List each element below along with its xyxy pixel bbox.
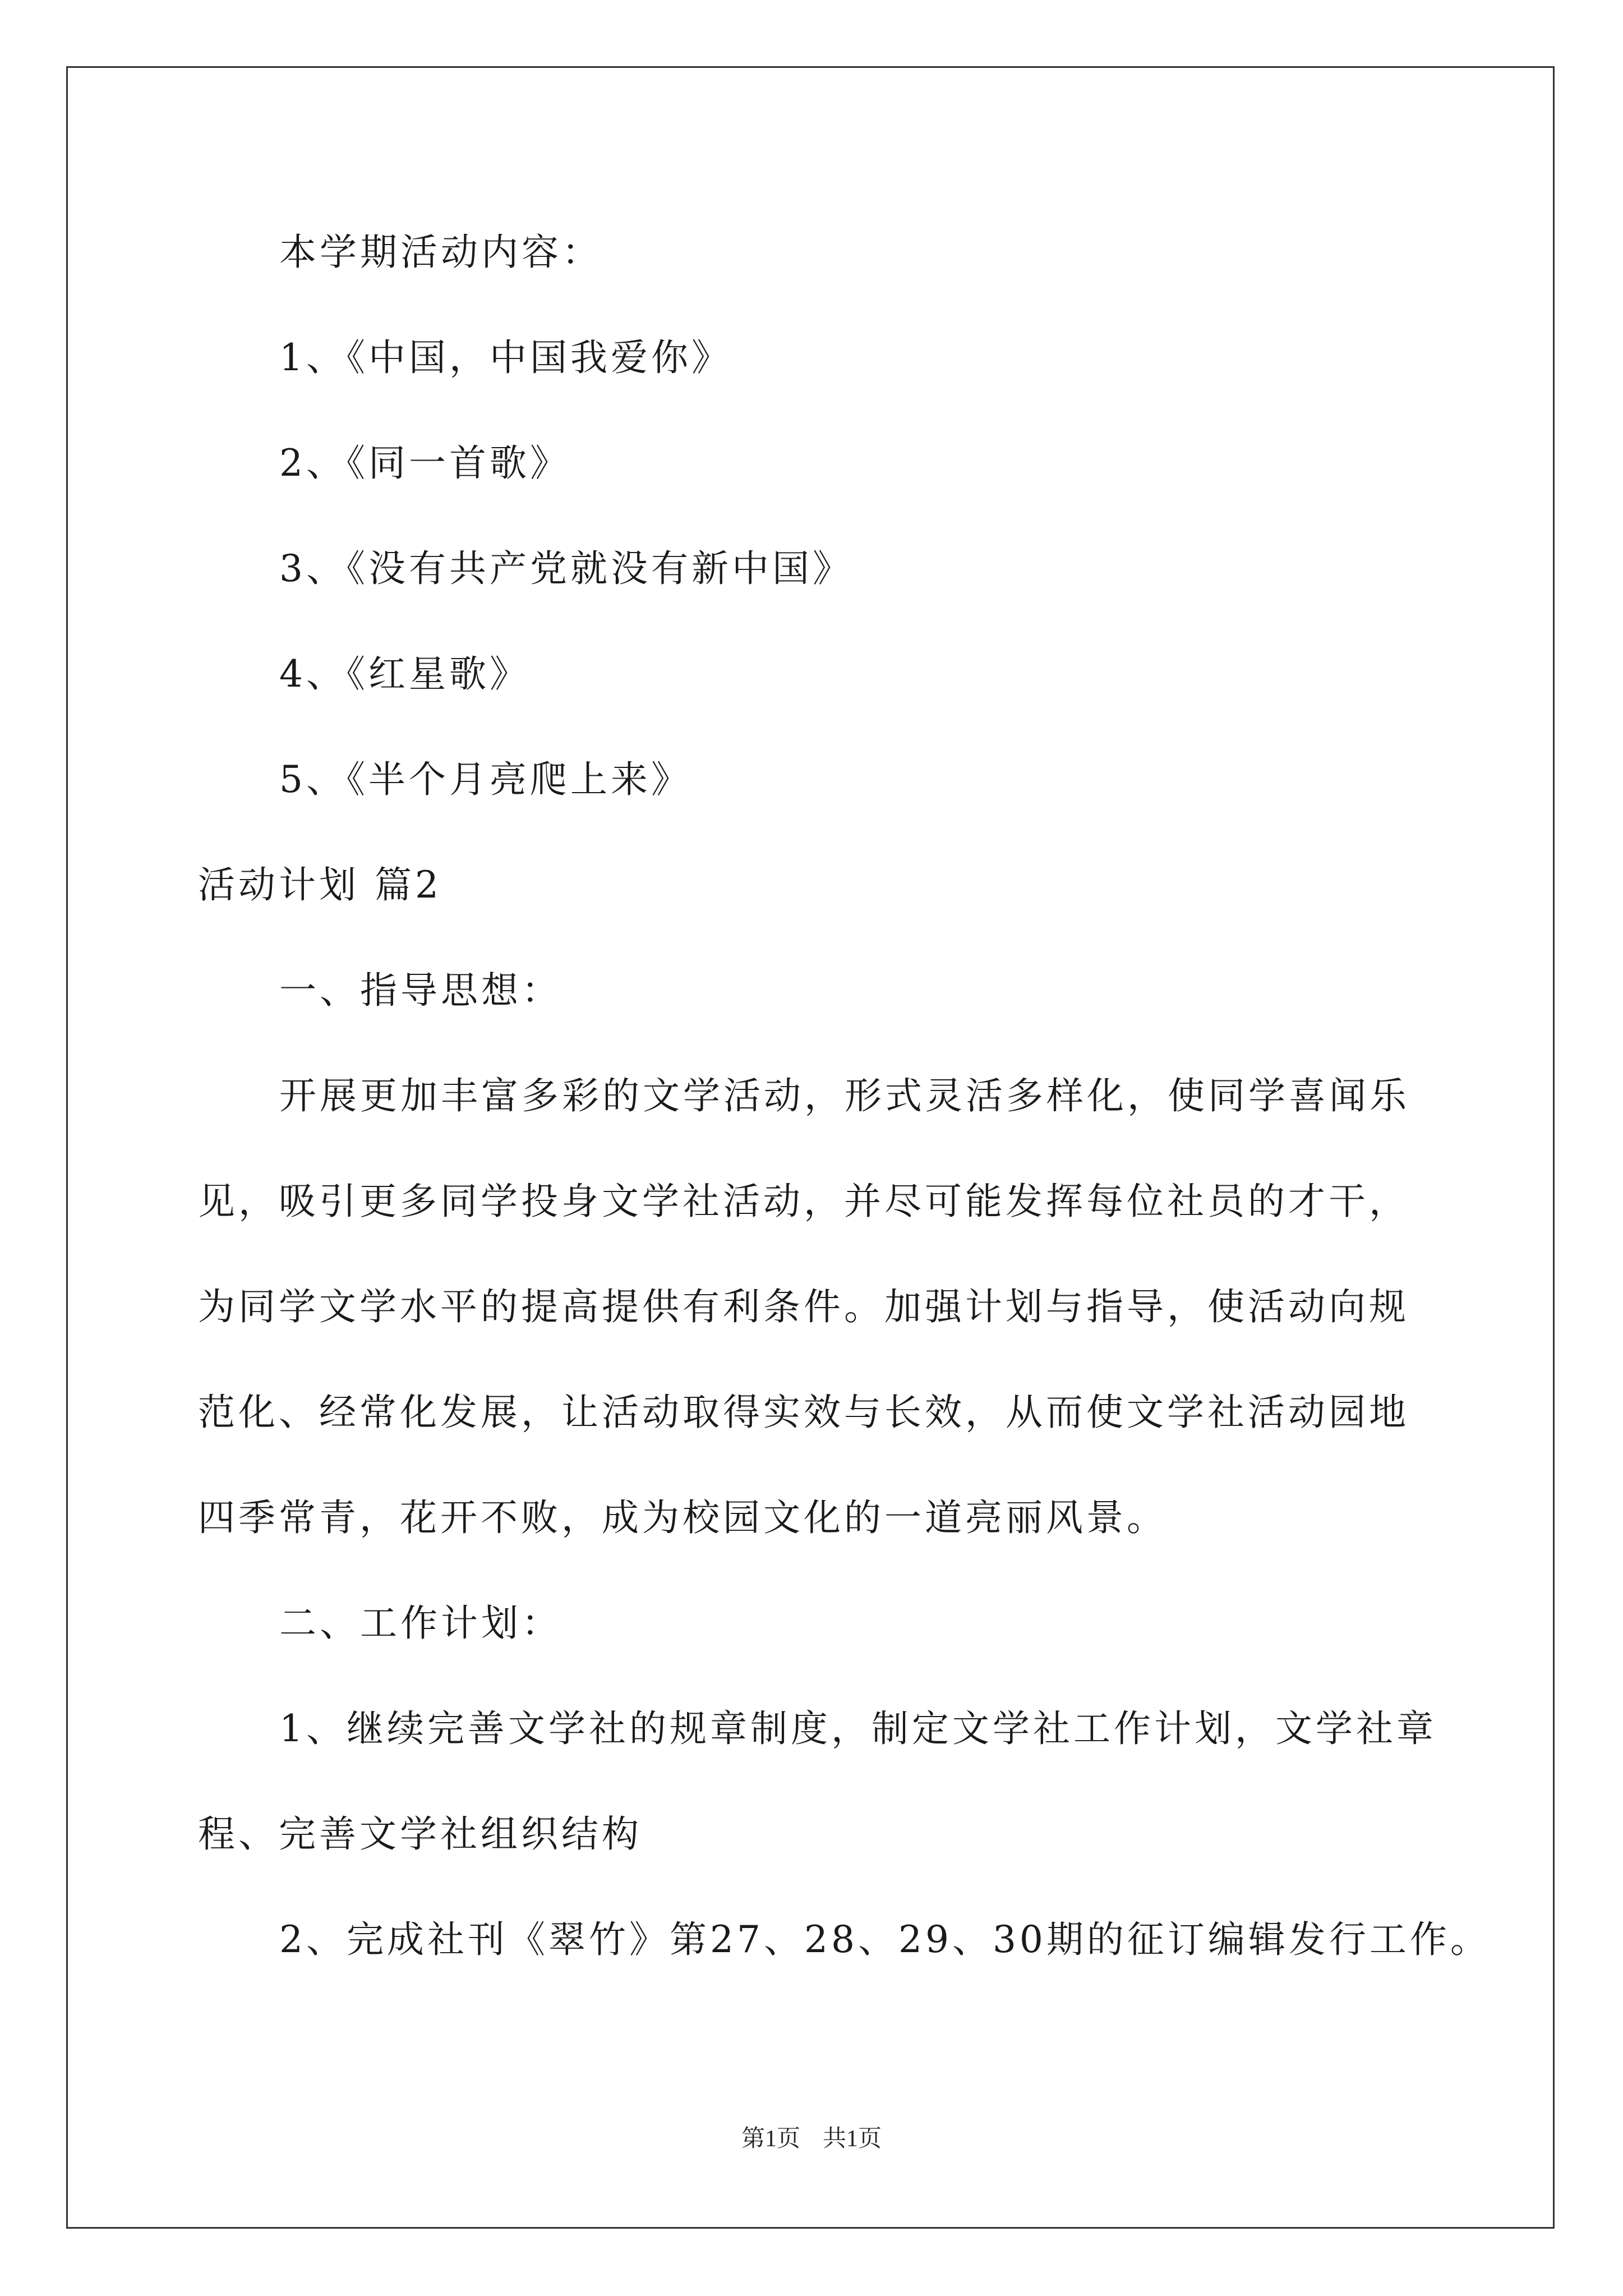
list-item: 1、《中国，中国我爱你》 [279, 336, 732, 379]
page-footer [0, 2123, 1623, 2155]
paragraph-line: 本学期活动内容： [279, 231, 602, 274]
paragraph-line: 范化、经常化发展，让活动取得实效与长效，从而使文学社活动园地 [198, 1391, 1409, 1434]
paragraph-line: 2、完成社刊《翠竹》第27、28、29、30期的征订编辑发行工作。 [279, 1918, 1491, 1961]
paragraph-line: 1、继续完善文学社的规章制度，制定文学社工作计划，文学社章 [279, 1707, 1437, 1750]
list-item: 3、《没有共产党就没有新中国》 [279, 547, 853, 590]
list-item: 2、《同一首歌》 [279, 441, 570, 485]
subheading: 二、工作计划： [279, 1602, 562, 1645]
paragraph-line: 四季常青，花开不败，成为校园文化的一道亮丽风景。 [198, 1496, 1167, 1539]
subheading: 一、指导思想： [279, 969, 562, 1012]
paragraph-line: 见，吸引更多同学投身文学社活动，并尽可能发挥每位社员的才干， [198, 1180, 1409, 1223]
page-number: 第1页 [741, 2126, 800, 2152]
list-item: 4、《红星歌》 [279, 652, 530, 696]
paragraph-line: 为同学文学水平的提高提供有利条件。加强计划与指导，使活动向规 [198, 1285, 1409, 1328]
list-item: 5、《半个月亮爬上来》 [279, 758, 691, 801]
paragraph-line: 开展更加丰富多彩的文学活动，形式灵活多样化，使同学喜闻乐 [279, 1074, 1410, 1117]
page-border [66, 66, 1555, 2229]
paragraph-line: 程、完善文学社组织结构 [198, 1812, 642, 1856]
section-heading: 活动计划 篇2 [198, 863, 442, 907]
page-total: 共1页 [823, 2126, 882, 2152]
